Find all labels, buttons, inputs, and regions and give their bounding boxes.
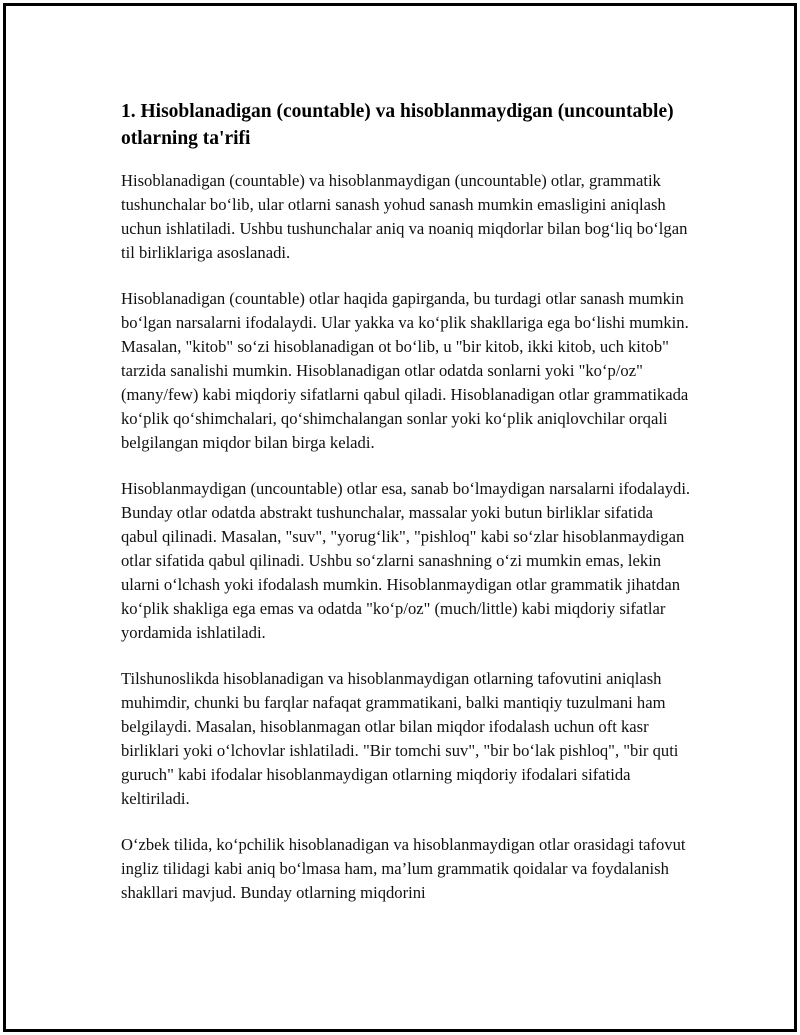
paragraph-4: Tilshunoslikda hisoblanadigan va hisoblanmaydigan otlarning tafovutini aniqlash muhimdir, chunki bu farqlar nafaqat grammatikani, balki mantiqiy tuzulmani ham belgilaydi. Masalan, hisoblanmagan otlar bilan miqdor ifodalash uchun oft kasr birliklari yoki o‘lchovlar ishlatiladi. "Bir tomchi suv", "bir bo‘lak pishloq", "bir quti guruch" kabi ifodalar hisoblanmaydigan otlarning miqdoriy ifodalari sifatida keltiriladi.	[121, 669, 679, 808]
document-page	[3, 3, 797, 1032]
document-body	[121, 98, 693, 927]
paragraph-5: O‘zbek tilida, ko‘pchilik hisoblanadigan va hisoblanmaydigan otlar orasidagi tafovut ingliz tilidagi kabi aniq bo‘lmasa ham, ma’lum grammatik qoidalar va foydalanish shakllari mavjud. Bunday otlarning miqdorini	[121, 835, 686, 902]
paragraph-1: Hisoblanadigan (countable) va hisoblanmaydigan (uncountable) otlar, grammatik tushunchalar bo‘lib, ular otlarni sanash yohud sanash mumkin emasligini aniqlash uchun ishlatiladi. Ushbu tushunchalar aniq va noaniq miqdorlar bilan bog‘liq bo‘lgan til birliklariga asoslanadi.	[121, 171, 688, 262]
paragraph-3: Hisoblanmaydigan (uncountable) otlar esa, sanab bo‘lmaydigan narsalarni ifodalaydi. Bunday otlar odatda abstrakt tushunchalar, massalar yoki butun birliklar sifatida qabul qilinadi. Masalan, "suv", "yorug‘lik", "pishloq" kabi so‘zlar hisoblanmaydigan otlar sifatida qabul qilinadi. Ushbu so‘zlarni sanashning o‘zi mumkin emas, lekin ularni o‘lchash yoki ifodalash mumkin. Hisoblanmaydigan otlar grammatik jihatdan ko‘plik shakliga ega emas va odatda "ko‘p/oz" (much/little) kabi miqdoriy sifatlar yordamida ishlatiladi.	[121, 479, 691, 642]
section-heading: 1. Hisoblanadigan (countable) va hisoblanmaydigan (uncountable) otlarning ta'rifi	[121, 101, 674, 149]
paragraph-2: Hisoblanadigan (countable) otlar haqida gapirganda, bu turdagi otlar sanash mumkin bo‘lgan narsalarni ifodalaydi. Ular yakka va ko‘plik shakllariga ega bo‘lishi mumkin. Masalan, "kitob" so‘zi hisoblanadigan ot bo‘lib, u "bir kitob, ikki kitob, uch kitob" tarzida sanalishi mumkin. Hisoblanadigan otlar odatda sonlarni yoki "ko‘p/oz" (many/few) kabi miqdoriy sifatlarni qabul qiladi. Hisoblanadigan otlar grammatikada ko‘plik qo‘shimchalari, qo‘shimchalangan sonlar yoki ko‘plik aniqlovchilar orqali belgilangan miqdor bilan birga keladi.	[121, 289, 689, 452]
